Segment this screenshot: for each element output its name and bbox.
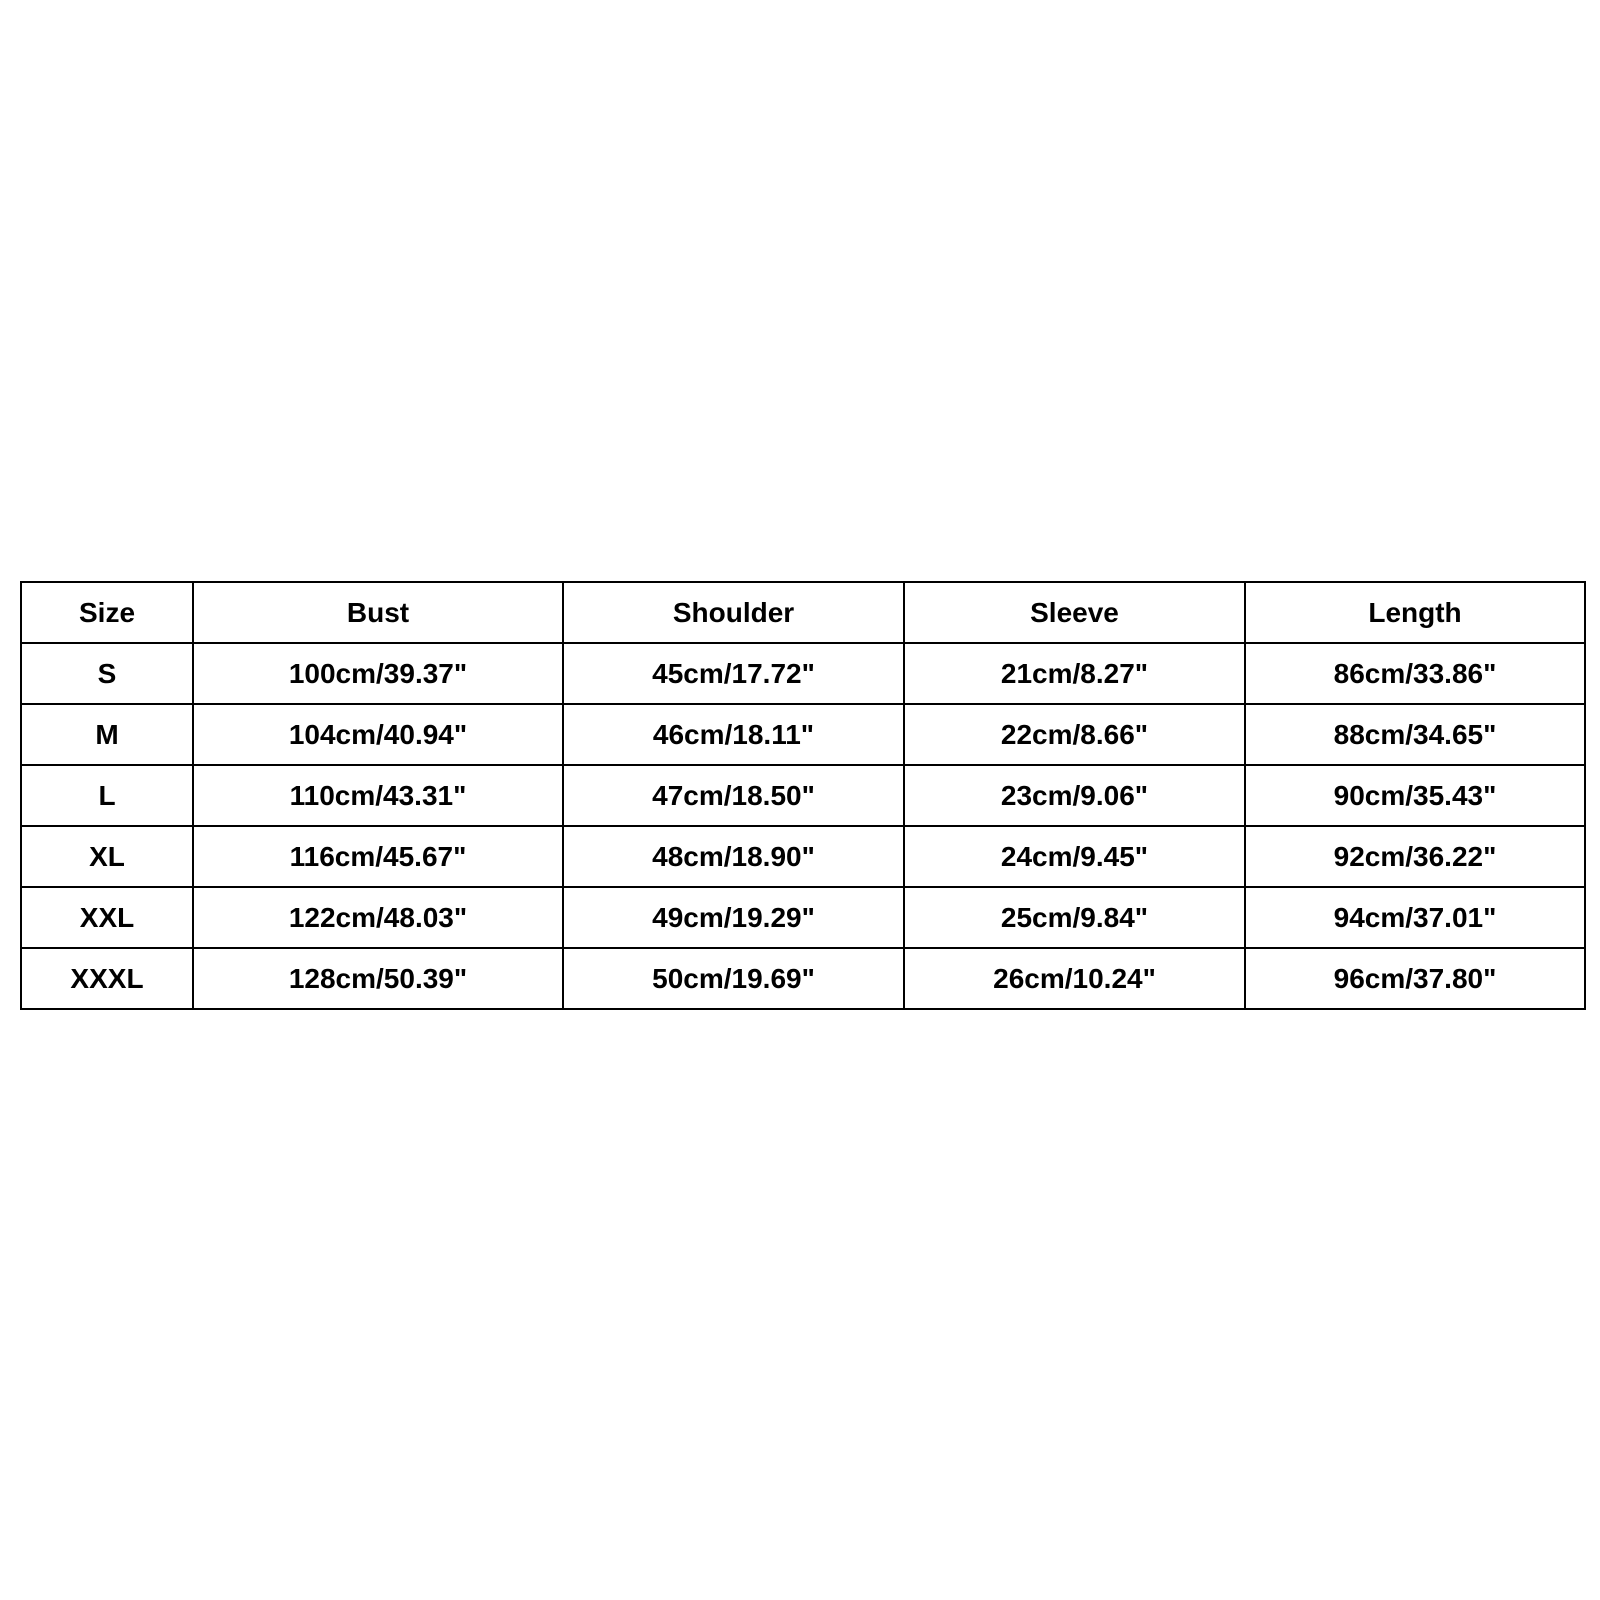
header-length: Length (1245, 582, 1585, 643)
cell-bust: 116cm/45.67" (193, 826, 563, 887)
cell-sleeve: 24cm/9.45" (904, 826, 1245, 887)
cell-bust: 128cm/50.39" (193, 948, 563, 1009)
cell-size: XXL (21, 887, 193, 948)
cell-length: 92cm/36.22" (1245, 826, 1585, 887)
cell-size: XL (21, 826, 193, 887)
cell-size: XXXL (21, 948, 193, 1009)
cell-sleeve: 25cm/9.84" (904, 887, 1245, 948)
table-row (21, 643, 1585, 704)
cell-size: S (21, 643, 193, 704)
table-row (21, 948, 1585, 1009)
header-shoulder: Shoulder (563, 582, 904, 643)
table-row (21, 765, 1585, 826)
cell-size: L (21, 765, 193, 826)
cell-sleeve: 26cm/10.24" (904, 948, 1245, 1009)
cell-bust: 104cm/40.94" (193, 704, 563, 765)
cell-sleeve: 21cm/8.27" (904, 643, 1245, 704)
cell-bust: 122cm/48.03" (193, 887, 563, 948)
cell-length: 88cm/34.65" (1245, 704, 1585, 765)
cell-length: 96cm/37.80" (1245, 948, 1585, 1009)
cell-sleeve: 22cm/8.66" (904, 704, 1245, 765)
cell-shoulder: 45cm/17.72" (563, 643, 904, 704)
cell-shoulder: 50cm/19.69" (563, 948, 904, 1009)
header-row (21, 582, 1585, 643)
size-chart-table (20, 581, 1586, 1010)
cell-shoulder: 47cm/18.50" (563, 765, 904, 826)
cell-shoulder: 48cm/18.90" (563, 826, 904, 887)
table-row (21, 704, 1585, 765)
cell-shoulder: 49cm/19.29" (563, 887, 904, 948)
cell-shoulder: 46cm/18.11" (563, 704, 904, 765)
cell-bust: 100cm/39.37" (193, 643, 563, 704)
cell-bust: 110cm/43.31" (193, 765, 563, 826)
table-row (21, 887, 1585, 948)
header-bust: Bust (193, 582, 563, 643)
table-row (21, 826, 1585, 887)
cell-sleeve: 23cm/9.06" (904, 765, 1245, 826)
cell-length: 86cm/33.86" (1245, 643, 1585, 704)
cell-size: M (21, 704, 193, 765)
header-size: Size (21, 582, 193, 643)
header-sleeve: Sleeve (904, 582, 1245, 643)
cell-length: 90cm/35.43" (1245, 765, 1585, 826)
cell-length: 94cm/37.01" (1245, 887, 1585, 948)
